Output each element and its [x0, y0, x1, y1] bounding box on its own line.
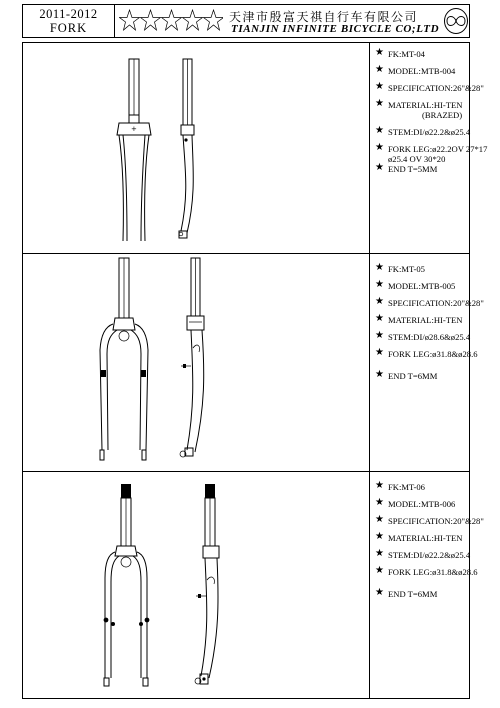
star-filled-icon: ★: [375, 369, 384, 380]
fork-drawing-mt05: [23, 254, 369, 471]
star-filled-icon: ★: [375, 262, 384, 273]
spec-item: [375, 281, 469, 291]
star-filled-icon: ★: [375, 279, 384, 290]
company-name-chinese: 天津市殷富天祺自行车有限公司: [229, 10, 419, 24]
spec-text: FORK LEG:ø31.8&ø28.6: [388, 567, 478, 577]
spec-text: SPECIFICATION:26"&28": [388, 83, 484, 93]
svg-text:+: +: [131, 125, 137, 133]
spec-text: END T=5MM: [388, 164, 438, 174]
fork-drawing-mt04: [23, 43, 369, 253]
spec-item: [375, 127, 469, 137]
star-filled-icon: ★: [375, 531, 384, 542]
fork-section-mt06: [23, 472, 369, 698]
spec-text: MODEL:MTB-004: [388, 66, 456, 76]
spec-item: [375, 550, 469, 560]
star-outline-icon: [141, 10, 161, 30]
spec-text: STEM:DI/ø22.2&ø25.4: [388, 550, 471, 560]
fork-front-view: [117, 59, 151, 241]
spec-item: [375, 371, 469, 381]
spec-continuation: ø25.4 OV 30*20: [388, 154, 446, 164]
spec-text: FK:MT-06: [388, 482, 425, 492]
column-divider: [369, 43, 370, 698]
fork-side-view: [179, 59, 194, 238]
page-header: [22, 4, 470, 38]
spec-item: [375, 81, 484, 93]
spec-text: FORK LEG:ø22.2OV 27*17: [388, 144, 488, 154]
fork-side-view: [195, 484, 219, 684]
spec-item: [375, 482, 469, 492]
star-filled-icon: ★: [375, 514, 384, 525]
star-filled-icon: ★: [375, 313, 384, 324]
fork-drawing-mt06: [23, 472, 369, 698]
star-filled-icon: ★: [375, 81, 384, 92]
spec-text: STEM:DI/ø28.6&ø25.4: [388, 332, 471, 342]
star-filled-icon: ★: [375, 565, 384, 576]
star-filled-icon: ★: [375, 497, 384, 508]
spec-text: SPECIFICATION:20"&28": [388, 298, 484, 308]
spec-list-mt06: [375, 480, 484, 606]
catalog-category: FORK: [49, 21, 88, 35]
spec-text: MATERIAL:HI-TEN: [388, 315, 463, 325]
spec-text: FK:MT-05: [388, 264, 425, 274]
fork-section-mt05: [23, 254, 369, 471]
fork-side-view: [180, 258, 204, 457]
spec-continuation: (BRAZED): [422, 110, 463, 120]
star-outline-icon: [120, 10, 140, 30]
catalog-year: 2011-2012: [39, 7, 98, 21]
star-filled-icon: ★: [375, 347, 384, 358]
star-filled-icon: ★: [375, 47, 384, 58]
spec-item: [375, 100, 469, 120]
spec-text: FK:MT-04: [388, 49, 425, 59]
star-filled-icon: ★: [375, 162, 384, 173]
star-filled-icon: ★: [375, 587, 384, 598]
spec-list-mt05: [375, 262, 484, 388]
star-filled-icon: ★: [375, 125, 384, 136]
spec-text: SPECIFICATION:20"&28": [388, 516, 484, 526]
spec-item: [375, 514, 484, 526]
spec-item: [375, 499, 469, 509]
spec-text: MODEL:MTB-005: [388, 281, 456, 291]
spec-item: [375, 589, 469, 599]
fork-front-view: [104, 484, 150, 686]
spec-item: [375, 296, 484, 308]
star-filled-icon: ★: [375, 330, 384, 341]
company-name-english: TIANJIN INFINITE BICYCLE CO;LTD: [231, 23, 440, 35]
spec-list-mt04: [375, 47, 488, 181]
spec-item: [375, 315, 469, 325]
spec-text: STEM:DI/ø22.2&ø25.4: [388, 127, 471, 137]
spec-item: [375, 142, 488, 164]
star-filled-icon: ★: [375, 548, 384, 559]
star-outline-icon: [162, 10, 182, 30]
spec-text: MODEL:MTB-006: [388, 499, 456, 509]
spec-text: MATERIAL:HI-TEN: [388, 100, 463, 110]
rating-stars: [119, 7, 223, 35]
spec-item: [375, 565, 478, 577]
spec-item: [375, 533, 469, 543]
star-outline-icon: [183, 10, 203, 30]
header-title-box: [23, 5, 115, 37]
spec-text: END T=6MM: [388, 589, 438, 599]
spec-item: [375, 264, 469, 274]
spec-item: [375, 332, 469, 342]
catalog-frame: [22, 42, 488, 699]
star-filled-icon: ★: [375, 98, 384, 109]
infinity-logo-icon: [443, 7, 469, 35]
fork-section-mt04: [23, 43, 369, 253]
spec-item: [375, 66, 469, 76]
spec-text: MATERIAL:HI-TEN: [388, 533, 463, 543]
spec-item: [375, 49, 469, 59]
fork-front-view: [100, 258, 148, 460]
star-filled-icon: ★: [375, 64, 384, 75]
spec-text: END T=6MM: [388, 371, 438, 381]
star-outline-icon: [204, 10, 224, 30]
spec-text: FORK LEG:ø31.8&ø28.6: [388, 349, 478, 359]
spec-item: [375, 164, 469, 174]
spec-item: [375, 347, 478, 359]
star-filled-icon: ★: [375, 480, 384, 491]
star-filled-icon: ★: [375, 142, 384, 153]
star-filled-icon: ★: [375, 296, 384, 307]
